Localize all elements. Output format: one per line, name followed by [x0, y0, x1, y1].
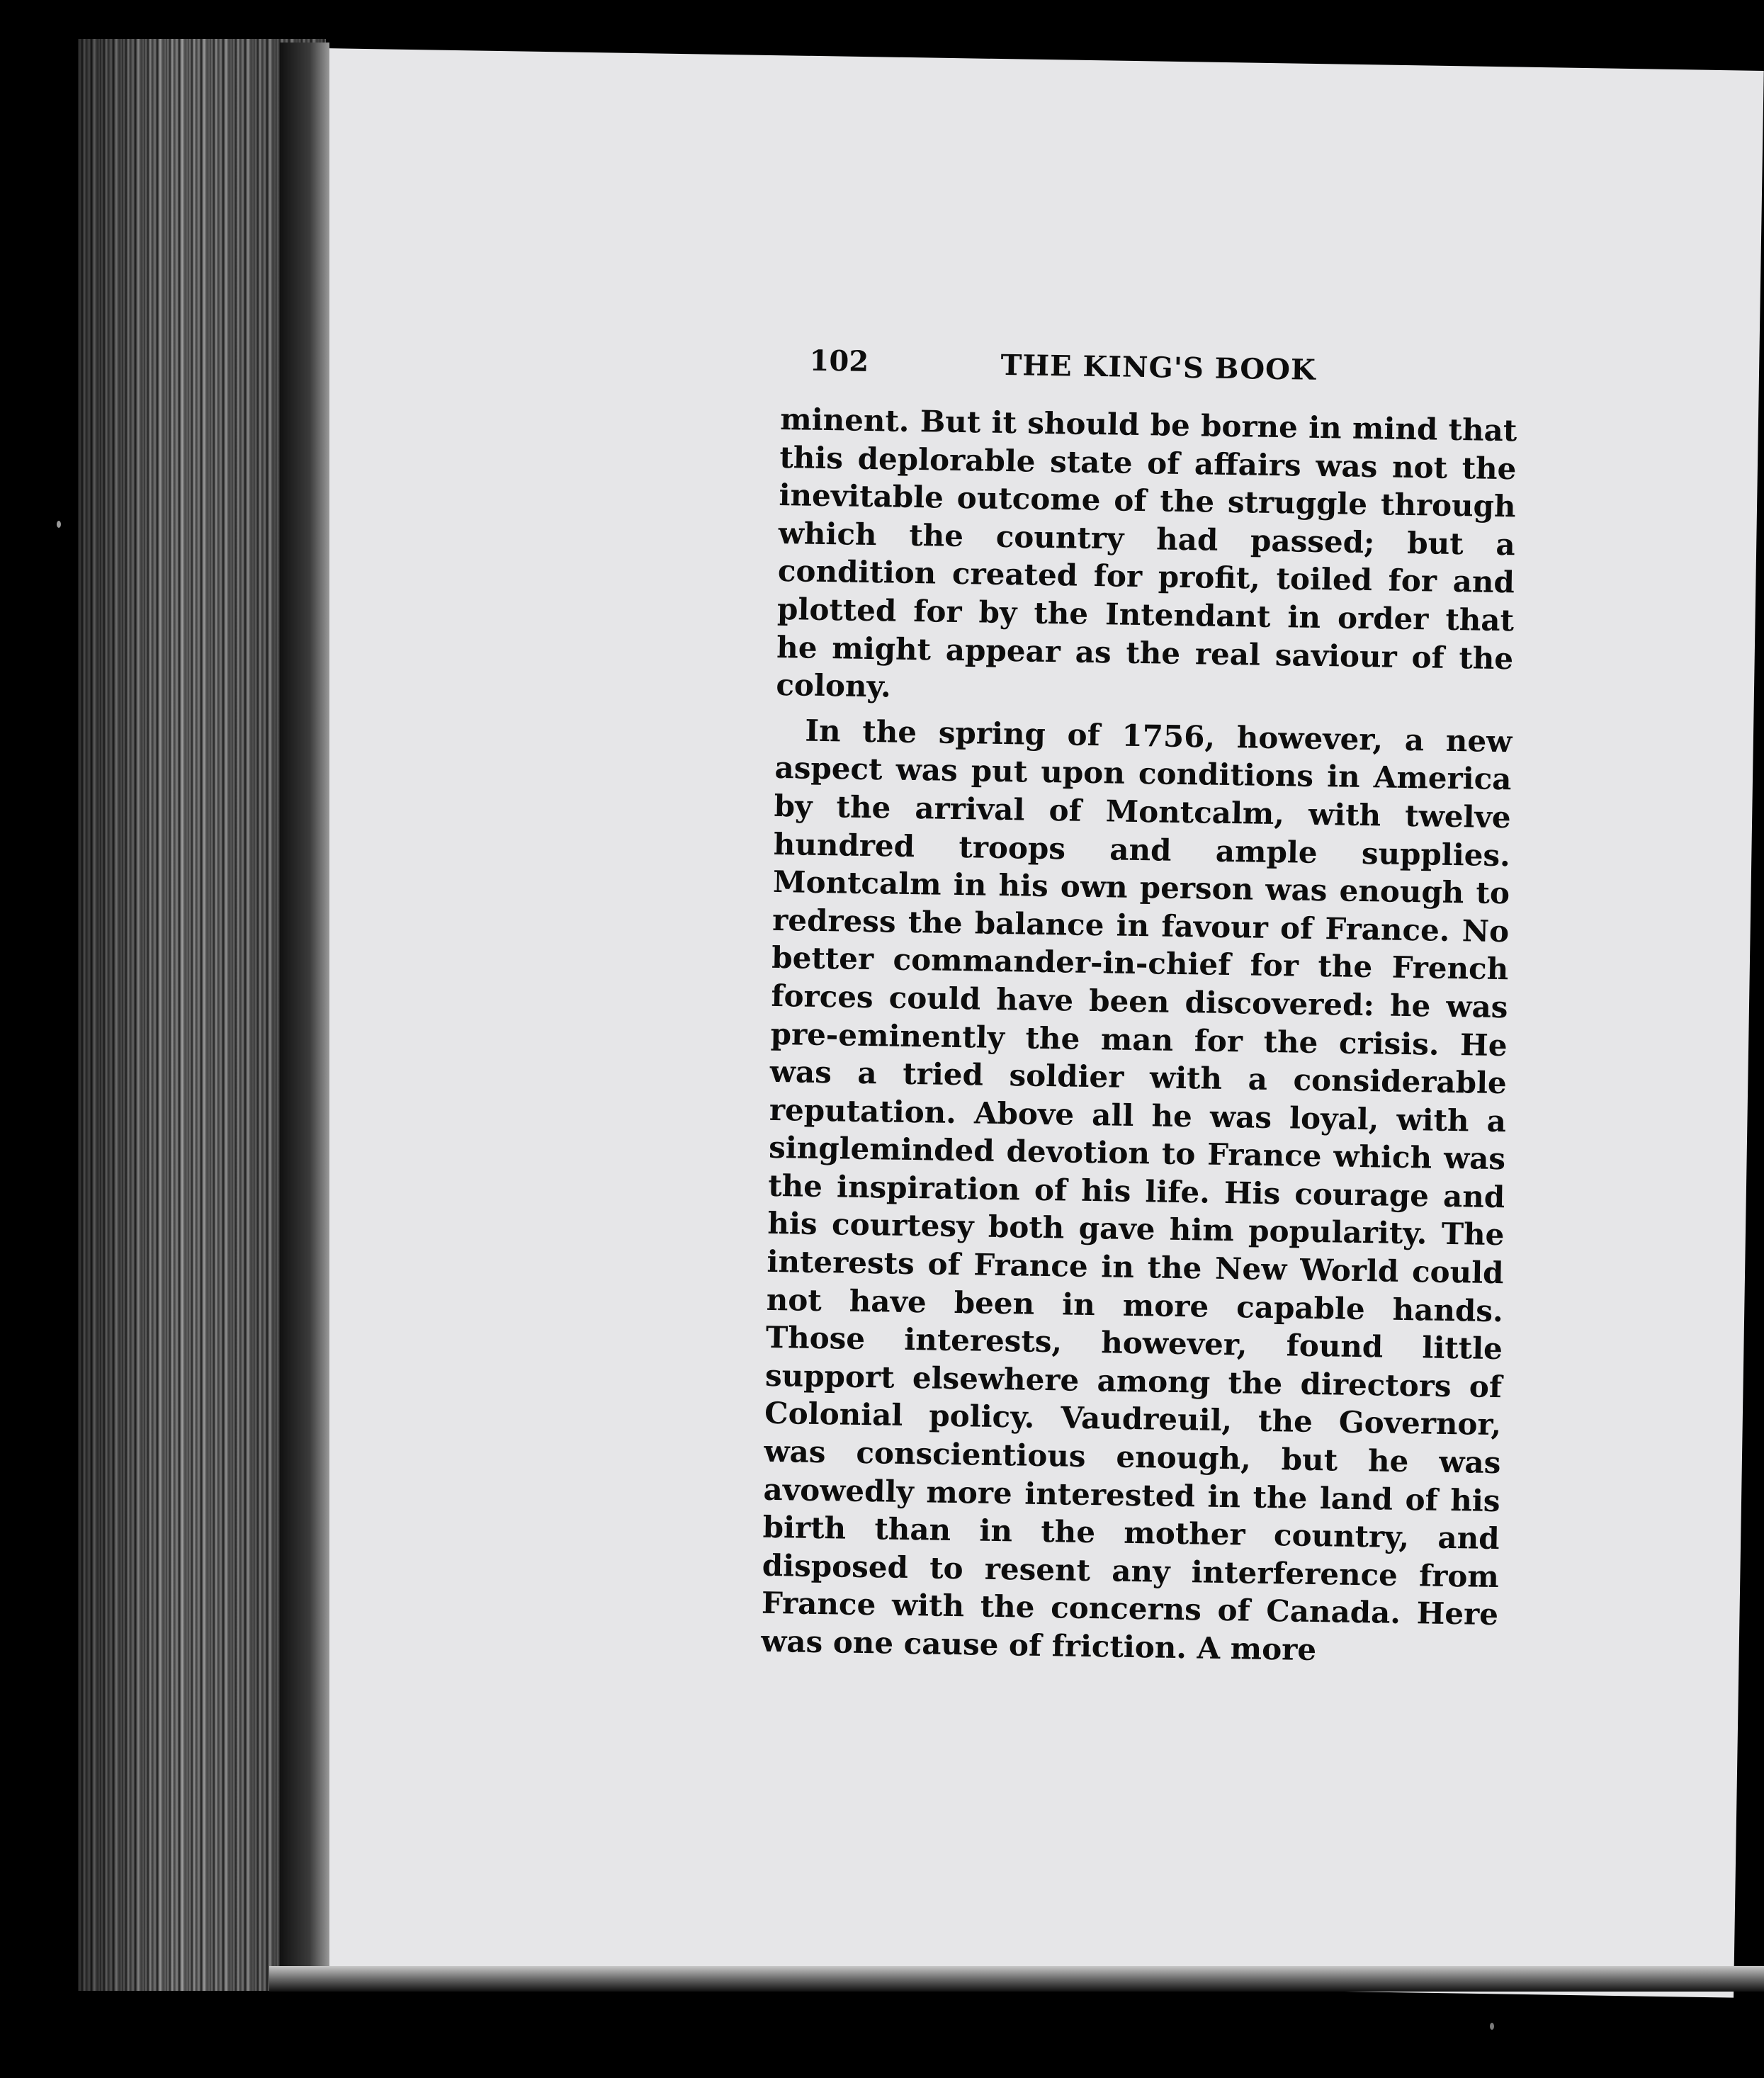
- paragraph: minent. But it should be borne in mind that this deplorable state of affairs was not the inevitable outcome of the struggle through which the country had passed; but a condition created for profit, toiled for and plotted for by the Intendant in order that he might appear as the real saviour of the colony.: [776, 401, 1517, 704]
- page-number: 102: [809, 344, 869, 378]
- dust-speck: [1490, 2023, 1494, 2030]
- page-text-block: [761, 344, 1518, 1672]
- paragraph: In the spring of 1756, however, a new aspect was put upon conditions in America by the arrival of Montcalm, with twelve hundred troops and ample supplies. Montcalm in his own person was enough to redress the balance in favour of France. No better commander-in-chief for the French forces could have been discovered: he was pre-eminently the man for the crisis. He was a tried soldier with a considerable reputation. Above all he was loyal, with a singleminded devotion to France which was the inspiration of his life. His courage and his courtesy both gave him popularity. The interests of France in the New World could not have been in more capable hands. Those interests, however, found little support elsewhere among the directors of Colonial policy. Vaudreuil, the Governor, was conscientious enough, but he was avowedly more interested in the land of his birth than in the mother country, and disposed to resent any interference from France with the concerns of Canada. Here was one cause of friction. A more: [760, 713, 1513, 1668]
- binding-shadow: [280, 43, 329, 1987]
- running-title: THE KING'S BOOK: [1000, 348, 1317, 387]
- dust-speck: [57, 521, 61, 528]
- body-text: [761, 400, 1517, 1672]
- page-bottom-edge: [269, 1966, 1764, 1992]
